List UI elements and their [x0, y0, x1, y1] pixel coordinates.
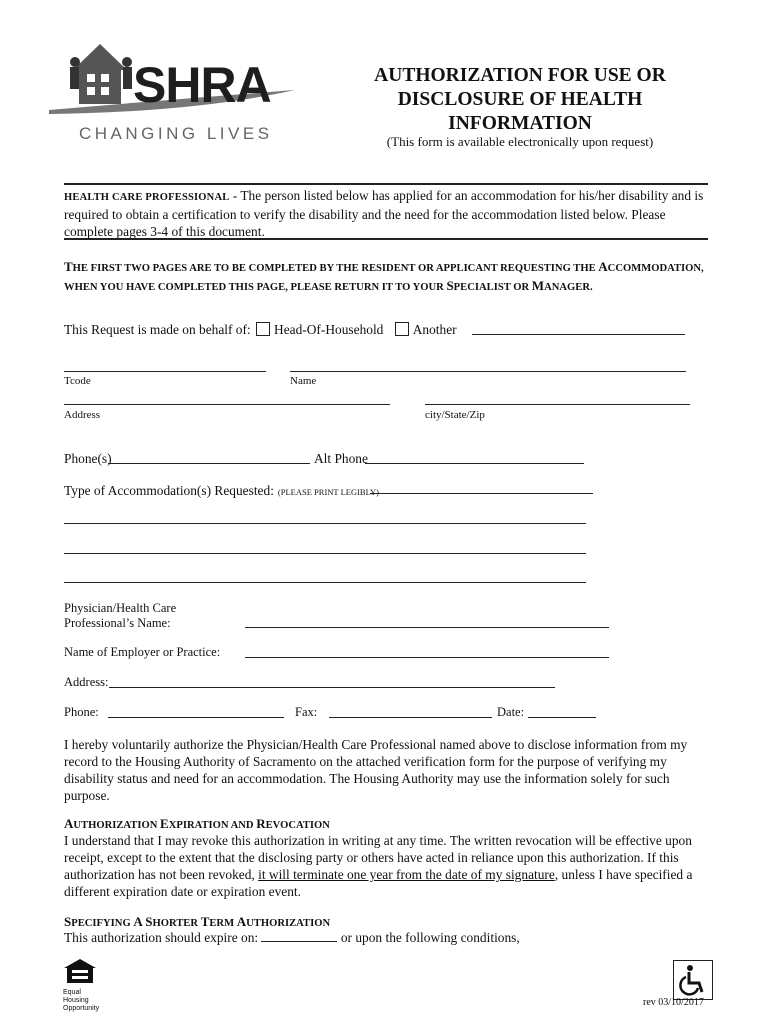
fax-label: Fax: [295, 705, 318, 719]
expiration-term-underlined: it will terminate one year from the date of my signature [258, 867, 555, 882]
equal-housing-logo: Equal Housing Opportunity [63, 958, 103, 1013]
page-title: AUTHORIZATION FOR USE OR DISCLOSURE OF HEALTH INFORMATION [374, 65, 666, 134]
wheelchair-icon [674, 961, 712, 999]
address2-input-line[interactable] [109, 687, 555, 688]
city-label: city/State/Zip [425, 409, 485, 421]
tcode-label: Tcode [64, 375, 91, 387]
accommodation-line-4[interactable] [64, 582, 586, 583]
revision-date: rev 03/10/2017 [643, 997, 704, 1008]
expiration-heading: AUTHORIZATION EXPIRATION AND REVOCATION [64, 816, 330, 831]
accommodation-input-line[interactable] [370, 493, 593, 494]
physician-label: Physician/Health Care Professional’s Name: [64, 601, 177, 630]
phone-input-line[interactable] [108, 463, 310, 464]
equal-housing-icon [63, 958, 97, 984]
another-checkbox[interactable] [395, 322, 409, 336]
divider-bottom [64, 238, 708, 240]
logo-tagline: CHANGING LIVES [79, 124, 273, 143]
shra-logo [45, 38, 305, 148]
name-input-line[interactable] [290, 371, 686, 372]
alt-phone-input-line[interactable] [365, 463, 584, 464]
fax-input-line[interactable] [329, 717, 492, 718]
address-label: Address [64, 409, 101, 421]
address-input-line[interactable] [64, 404, 390, 405]
accommodation-line-3[interactable] [64, 553, 586, 554]
accommodation-label-row: Type of Accommodation(s) Requested: (PLEASE PRINT LEGIBLY) [64, 483, 379, 498]
divider-top [64, 183, 708, 185]
request-row: This Request is made on behalf of: Head-Of-Household Another [64, 322, 457, 337]
accessibility-logo [673, 960, 713, 1000]
phone2-label: Phone: [64, 705, 99, 719]
city-input-line[interactable] [425, 404, 690, 405]
alt-phone-label: Alt Phone [314, 451, 368, 466]
intro-text: HEALTH CARE PROFESSIONAL - The person listed below has applied for an accommodation for his/her disability and is required to obtain a certification to verify the disability and the need for the accommodation listed below. Please complete pages 3-4 of this document. [64, 188, 704, 239]
employer-label: Name of Employer or Practice: [64, 645, 221, 659]
page-subtitle: (This form is available electronically upon request) [386, 134, 654, 149]
instructions: THE FIRST TWO PAGES ARE TO BE COMPLETED BY THE RESIDENT OR APPLICANT REQUESTING THE ACCOMMODATION, WHEN YOU HAVE COMPLETED THIS PAGE, PLEASE RETURN IT TO YOUR SPECIALIST OR MANAGER. [64, 259, 704, 293]
shorter-term-text: This authorization should expire on: or upon the following conditions, [64, 930, 520, 945]
intro-label: HEALTH CARE PROFESSIONAL [64, 192, 230, 203]
phone-label: Phone(s) [64, 451, 112, 466]
authorization-paragraph: I hereby voluntarily authorize the Physician/Health Care Professional named above to disclose information from my record to the Housing Authority of Sacramento on the attached verification form for the purpose of verifying my disability status and need for an accommodation. The Housing Authority may use the information solely for such purpose. [64, 737, 688, 803]
head-of-household-checkbox[interactable] [256, 322, 270, 336]
expiration-paragraph: I understand that I may revoke this authorization in writing at any time. The written revocation will be effective upon receipt, except to the extent that the disclosing party or others have acted in reliance upon this authorization. If this authorization has not been revoked, it will terminate one year from the date of my signature, unless I have specified a different expiration date or expiration event. [64, 833, 693, 899]
logo-wordmark: SHRA [133, 57, 271, 113]
accommodation-line-2[interactable] [64, 523, 586, 524]
phone2-input-line[interactable] [108, 717, 284, 718]
another-input-line[interactable] [472, 334, 685, 335]
shorter-term-heading: SPECIFYING A SHORTER TERM AUTHORIZATION [64, 914, 331, 929]
physician-input-line[interactable] [245, 627, 609, 628]
expiration-date-input-line[interactable] [261, 931, 337, 942]
tcode-input-line[interactable] [64, 371, 266, 372]
date-input-line[interactable] [528, 717, 596, 718]
date-label: Date: [497, 705, 525, 719]
address2-label: Address: [64, 675, 109, 689]
employer-input-line[interactable] [245, 657, 609, 658]
name-label: Name [290, 375, 317, 387]
